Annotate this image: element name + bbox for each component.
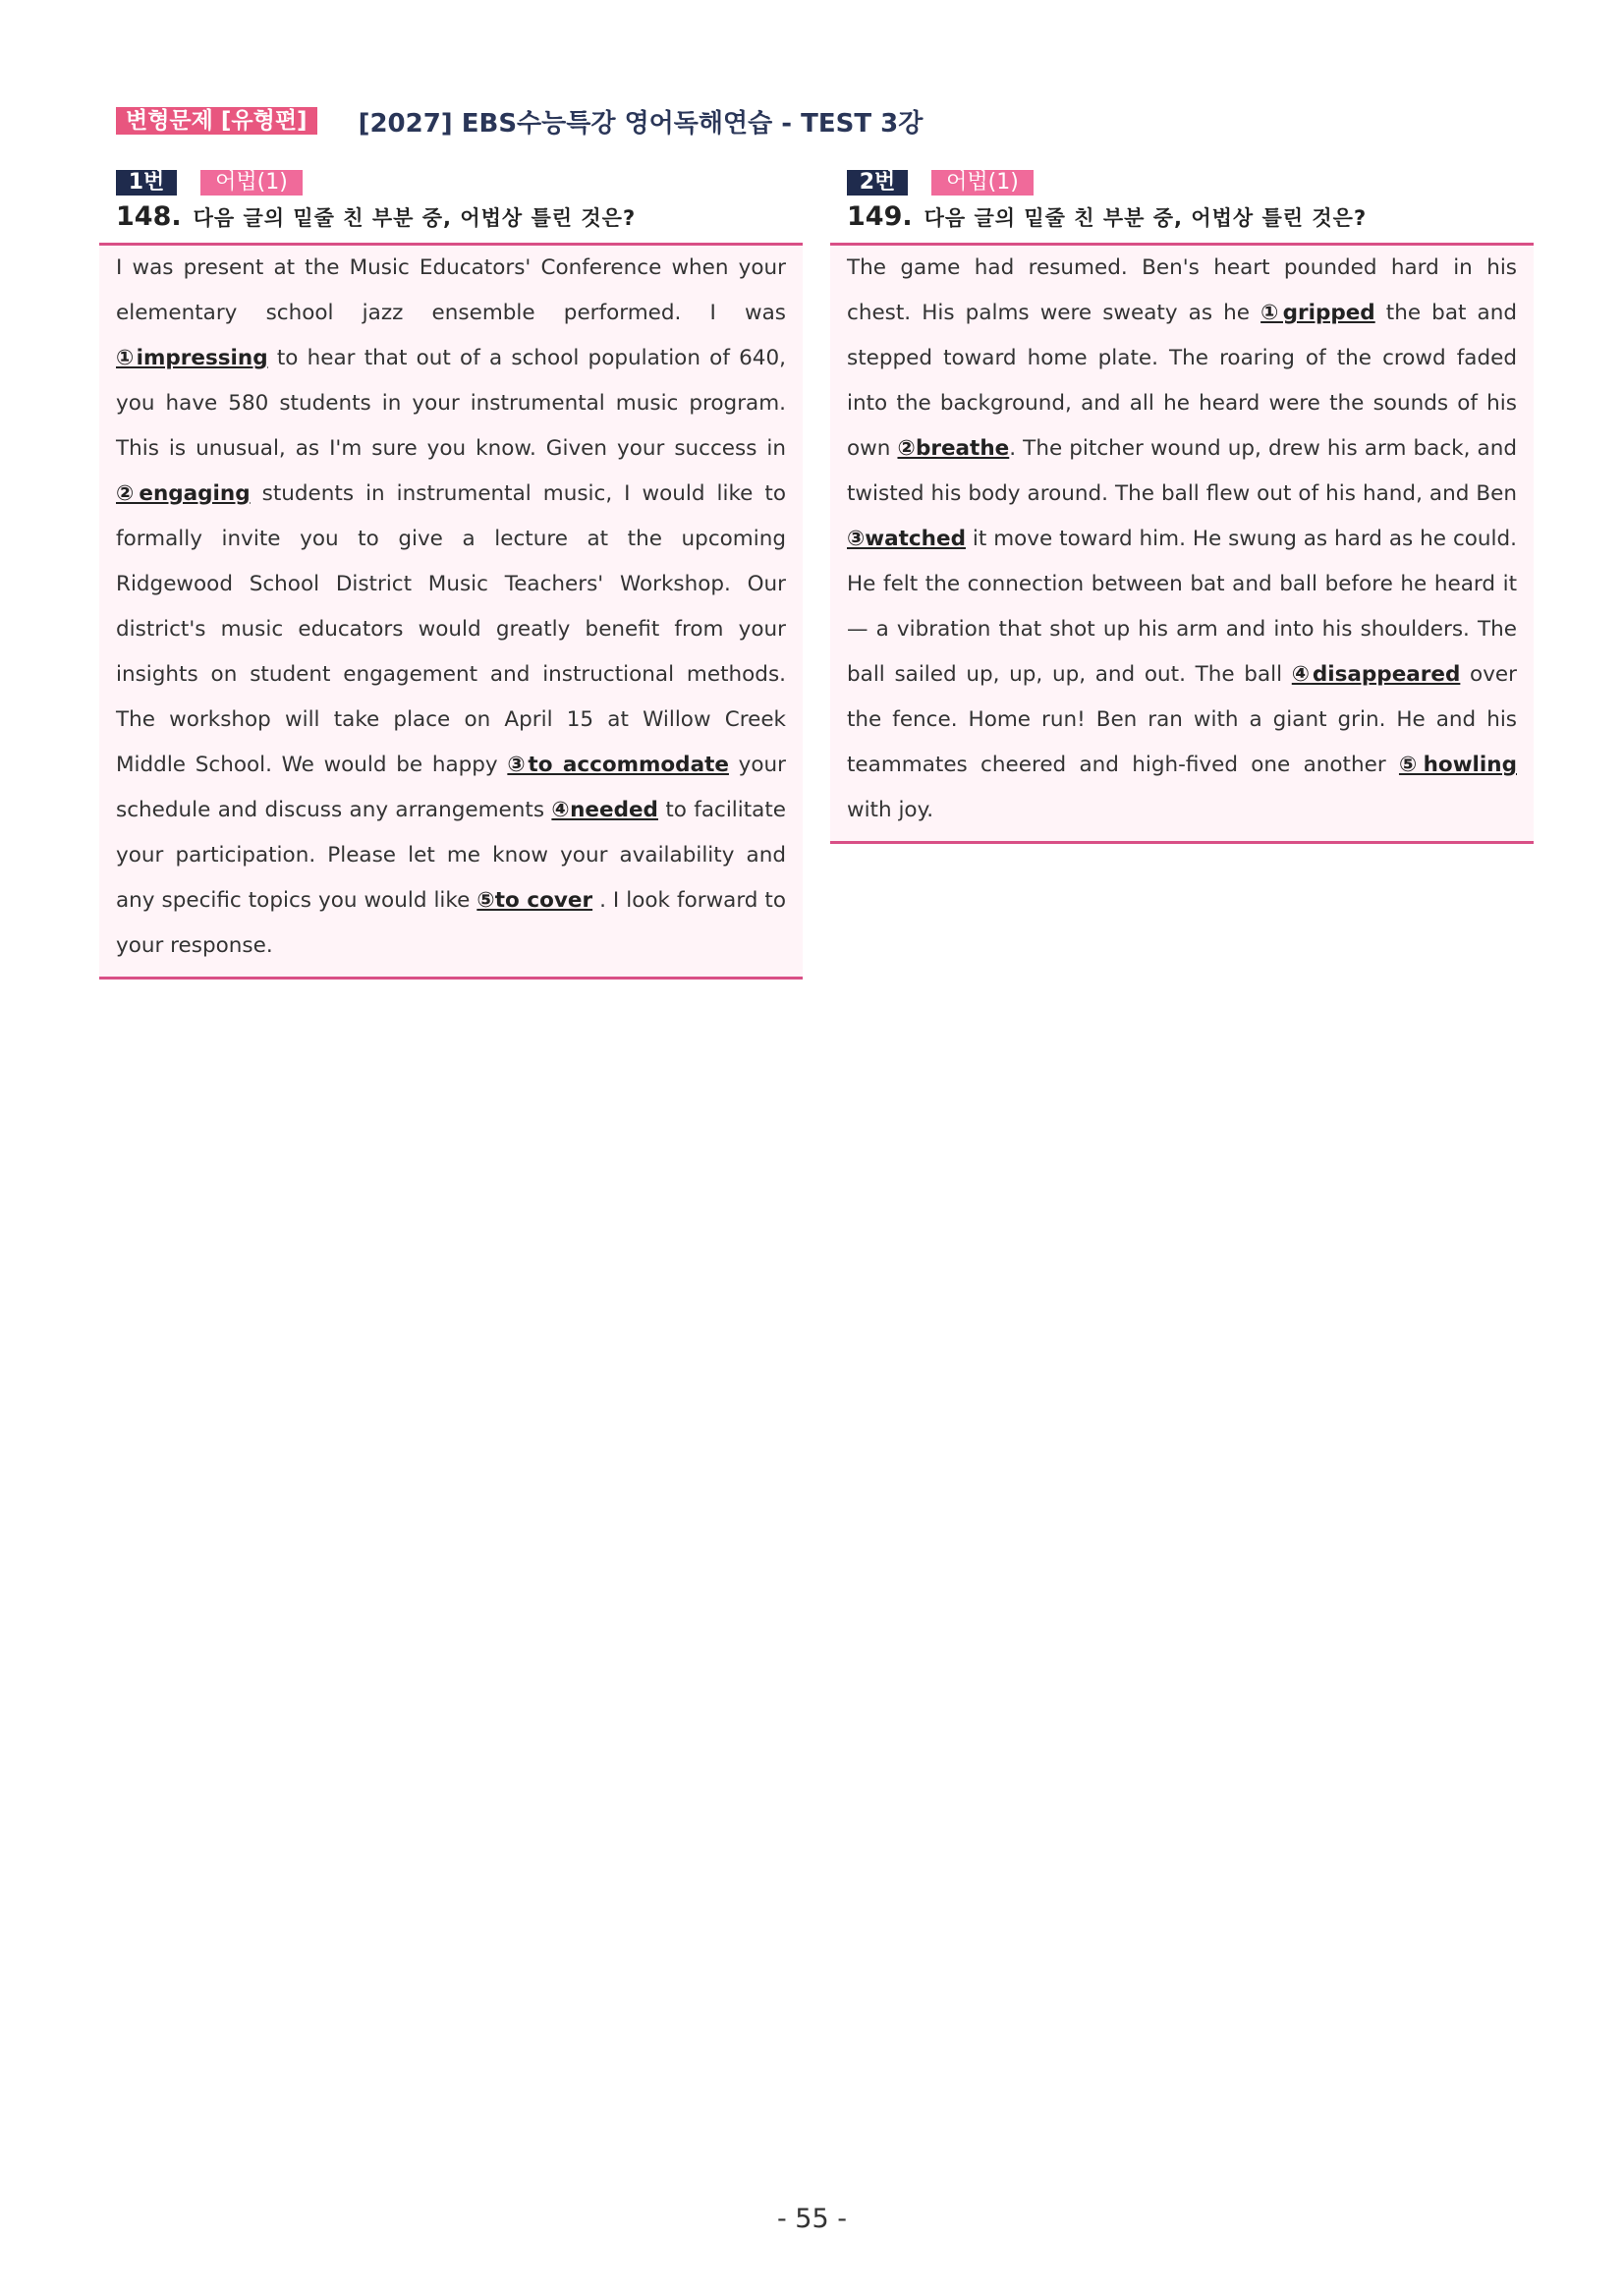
question-badges xyxy=(847,169,1534,196)
underlined-choice-2: ②engaging xyxy=(116,481,251,506)
passage-segment: to hear that out of a school population of 640, you have 580 students in your instrumental music program. This is unusual, as I'm sure you know. Given your success in xyxy=(116,346,786,461)
question-badges xyxy=(116,169,803,196)
underlined-choice-1: ①impressing xyxy=(116,346,268,370)
underlined-choice-3: ③to accommodate xyxy=(507,753,729,777)
question-149 xyxy=(830,169,1534,844)
passage-box xyxy=(830,243,1534,844)
passage-box xyxy=(99,243,803,980)
question-148 xyxy=(99,169,803,980)
variant-tag: 변형문제 [유형편] xyxy=(116,107,317,135)
passage-text xyxy=(116,246,786,969)
page-header xyxy=(116,103,923,139)
question-prompt: 다음 글의 밑줄 친 부분 중, 어법상 틀린 것은? xyxy=(193,206,637,230)
underlined-choice-4: ④disappeared xyxy=(1291,662,1461,687)
passage-text xyxy=(847,246,1517,833)
underlined-choice-5: ⑤to cover xyxy=(476,888,593,913)
passage-segment: . The pitcher wound up, drew his arm back, and twisted his body around. The ball flew out of his hand, and Ben xyxy=(847,436,1518,506)
category-badge: 어법(1) xyxy=(931,170,1034,196)
category-badge: 어법(1) xyxy=(200,170,303,196)
question-line xyxy=(847,201,1534,241)
question-index-badge: 2번 xyxy=(847,170,908,196)
passage-segment: I was present at the Music Educators' Conference when your elementary school jazz ensemble performed. I was xyxy=(116,255,786,325)
passage-segment: students in instrumental music, I would like to formally invite you to give a lecture at the upcoming Ridgewood School District Music Teachers' Workshop. Our district's music educators would greatly benefit from your insights on student engagement and instructional methods. The workshop will take place on April 15 at Willow Creek Middle School. We would be happy xyxy=(116,481,787,777)
passage-segment: with joy. xyxy=(847,798,934,822)
passage-segment: it move toward him. He swung as hard as he could. He felt the connection between bat and ball before he heard it — a vibration that shot up his arm and into his shoulders. The ball sailed up, up, up, and out. The ball xyxy=(847,527,1517,687)
underlined-choice-1: ①gripped xyxy=(1260,301,1375,325)
question-prompt: 다음 글의 밑줄 친 부분 중, 어법상 틀린 것은? xyxy=(924,206,1368,230)
passage-segment: to facilitate your participation. Please let me know your availability and any specific topics you would like xyxy=(116,798,787,913)
question-number: 149. xyxy=(847,201,913,232)
passage-segment: your schedule and discuss any arrangements xyxy=(116,753,786,822)
passage-segment: . I look forward to your response. xyxy=(116,888,787,958)
underlined-choice-3: ③watched xyxy=(847,527,966,551)
header-title: [2027] EBS수능특강 영어독해연습 - TEST 3강 xyxy=(358,108,924,139)
underlined-choice-2: ②breathe xyxy=(897,436,1010,461)
question-number: 148. xyxy=(116,201,182,232)
passage-segment: over the fence. Home run! Ben ran with a giant grin. He and his teammates cheered and high-fived one another xyxy=(847,662,1517,777)
passage-segment: The game had resumed. Ben's heart pounded hard in his chest. His palms were sweaty as he xyxy=(847,255,1517,325)
page-number: - 55 - xyxy=(776,2204,847,2234)
passage-segment: the bat and stepped toward home plate. The roaring of the crowd faded into the background, and all he heard were the sounds of his own xyxy=(847,301,1517,461)
question-index-badge: 1번 xyxy=(116,170,177,196)
underlined-choice-4: ④needed xyxy=(551,798,658,822)
question-line xyxy=(116,201,803,241)
underlined-choice-5: ⑤howling xyxy=(1398,753,1517,777)
